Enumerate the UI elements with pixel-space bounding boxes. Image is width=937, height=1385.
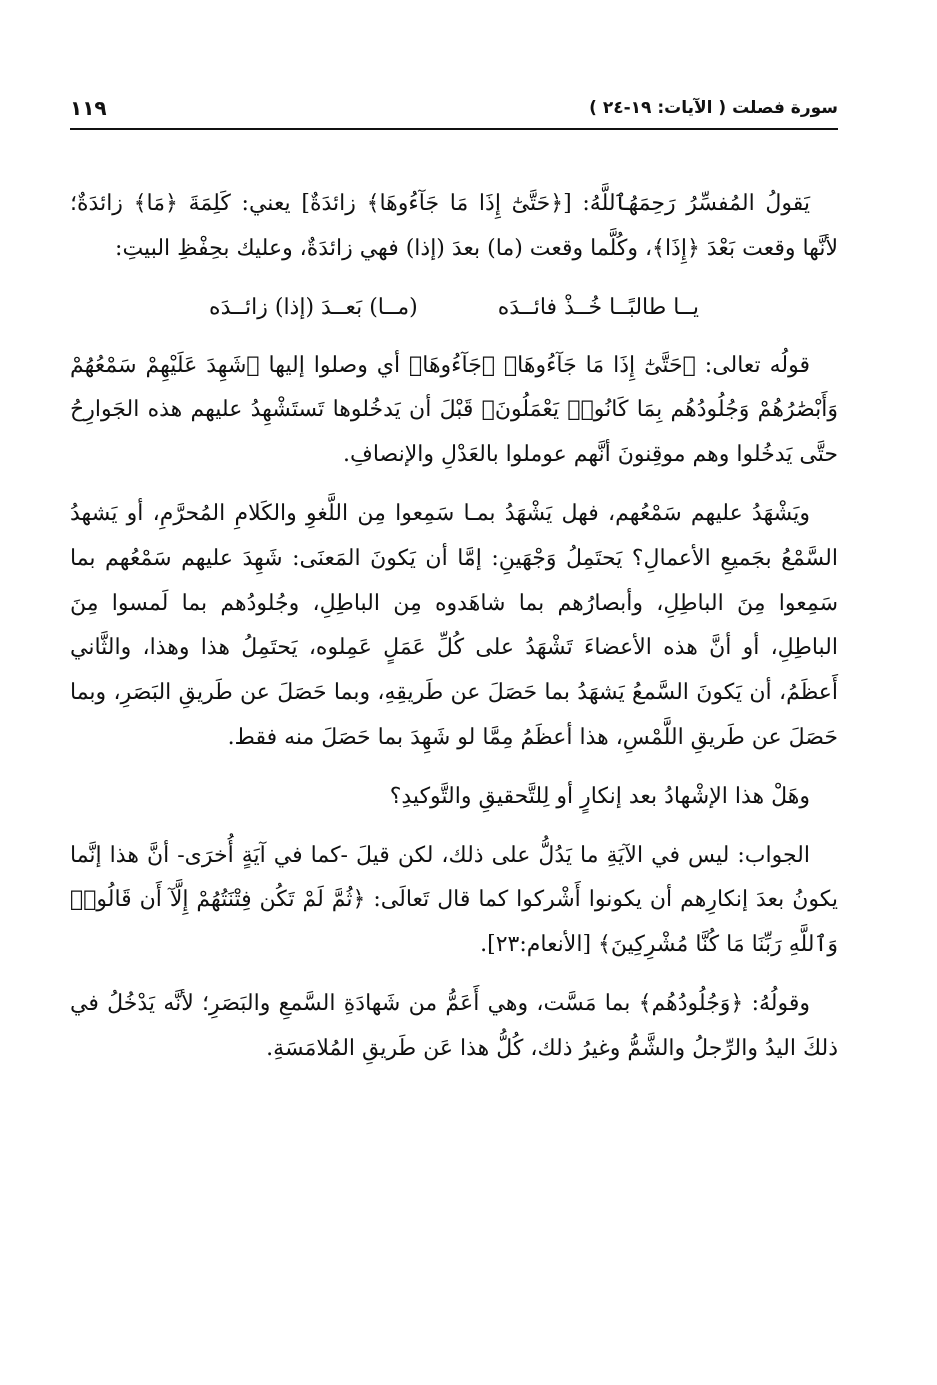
- paragraph-6: وقولُهُ: ﴿وَجُلُودُهُم﴾ بما مَسَّت، وهي أَعَمُّ من شَهادَةِ السَّمعِ والبَصَرِ؛ لأنَّه يَدْخُلُ في ذلكَ اليدُ والرِّجلُ والشَّمُّ وغيرُ ذلك، كُلُّ هذا عَن طَريقِ المُلامَسَةِ.: [70, 990, 838, 1061]
- page-number: ١١٩: [70, 96, 107, 120]
- header-divider: [70, 128, 838, 130]
- paragraph-1: يَقولُ المُفسِّرُ رَحِمَهُٱللَّهُ: [﴿حَتَّىٰٓ إِذَا مَا جَآءُوهَا﴾ زائدَةٌ] يعني: كَلِمَةَ ﴿مَا﴾ زائدَةٌ؛ لأنَّها وقعت بَعْدَ ﴿إِذَا﴾، وكُلَّما وقعت (ما) بعدَ (إذا) فهي زائدَةٌ، وعليك بحِفْظِ البيتِ:: [70, 191, 838, 261]
- paragraph-2: قولُه تعالى: ﴿حَتَّىٰٓ إِذَا مَا جَآءُوهَا﴾ ﴿جَآءُوهَا﴾ أي وصلوا إليها ﴿شَهِدَ عَلَيْهِمْ سَمْعُهُمْ وَأَبْصَٰرُهُمْ وَجُلُودُهُم بِمَا كَانُوا۟ يَعْمَلُونَ﴾ قَبْلَ أن يَدخُلوها تَستَشْهِدُ عليهم هذه الجَوارِحُ حتَّى يَدخُلوا وهم موقِنونَ أنَّهم عوملوا بالعَدْلِ والإنصافِ.: [70, 352, 838, 468]
- paragraph-3: ويَشْهَدُ عليهم سَمْعُهم، فهل يَشْهَدُ بمـا سَمِعوا مِن اللَّغوِ والكَلامِ المُحرَّمِ، أو يَشهدُ السَّمْعُ بجَميعِ الأعمالِ؟ يَحتَمِلُ وَجْهَينِ: إمَّا أن يَكونَ المَعنَى: شَهِدَ عليهم سَمْعُهم بما سَمِعوا مِنَ الباطِلِ، وأبصارُهم بما شاهَدوه مِن الباطِلِ، وجُلودُهم بما لَمسوا مِنَ الباطِلِ، أو أنَّ هذه الأعضاءَ تَشْهَدُ على كُلِّ عَمَلٍ عَمِلوه، يَحتَمِلُ هذا وهذا، والثَّاني أَعظَمُ، أن يَكونَ السَّمعُ يَشهَدُ بما حَصَلَ عن طَريقِهِ، وبما حَصَلَ عن طَريقِ البَصَرِ، وبما حَصَلَ عن طَريقِ اللَّمْسِ، هذا أعظَمُ مِمَّا لو شَهِدَ بما حَصَلَ منه فقط.: [70, 500, 838, 750]
- page-body: [70, 182, 838, 1072]
- paragraph-4: وهَلْ هذا الإشْهادُ بعد إنكارٍ أو لِلتَّحقيقِ والتَّوكيدِ؟: [389, 783, 810, 809]
- page-header: [70, 96, 838, 130]
- paragraph-5: الجواب: ليس في الآيَةِ ما يَدُلُّ على ذلك، لكن قيلَ -كما في آيَةٍ أُخرَى- أنَّ هذا إنَّما يكونُ بعدَ إنكارِهم أن يكونوا أَشْركوا كما قال تَعالَى: ﴿ثُمَّ لَمْ تَكُن فِتْنَتُهُمْ إِلَّآ أَن قَالُوا۟ وَٱللَّهِ رَبِّنَا مَا كُنَّا مُشْرِكِينَ﴾ [الأنعام:٢٣].: [70, 842, 838, 958]
- poem-verse: [70, 286, 838, 330]
- verse-first-half: يــا طالبًــا خُــذْ فائــدَه: [497, 294, 699, 320]
- verse-second-half: (مــا) بَعــدَ (إذا) زائــدَه: [209, 294, 418, 320]
- surah-title: سورة فصلت ( الآيات: ١٩-٢٤ ): [589, 98, 838, 118]
